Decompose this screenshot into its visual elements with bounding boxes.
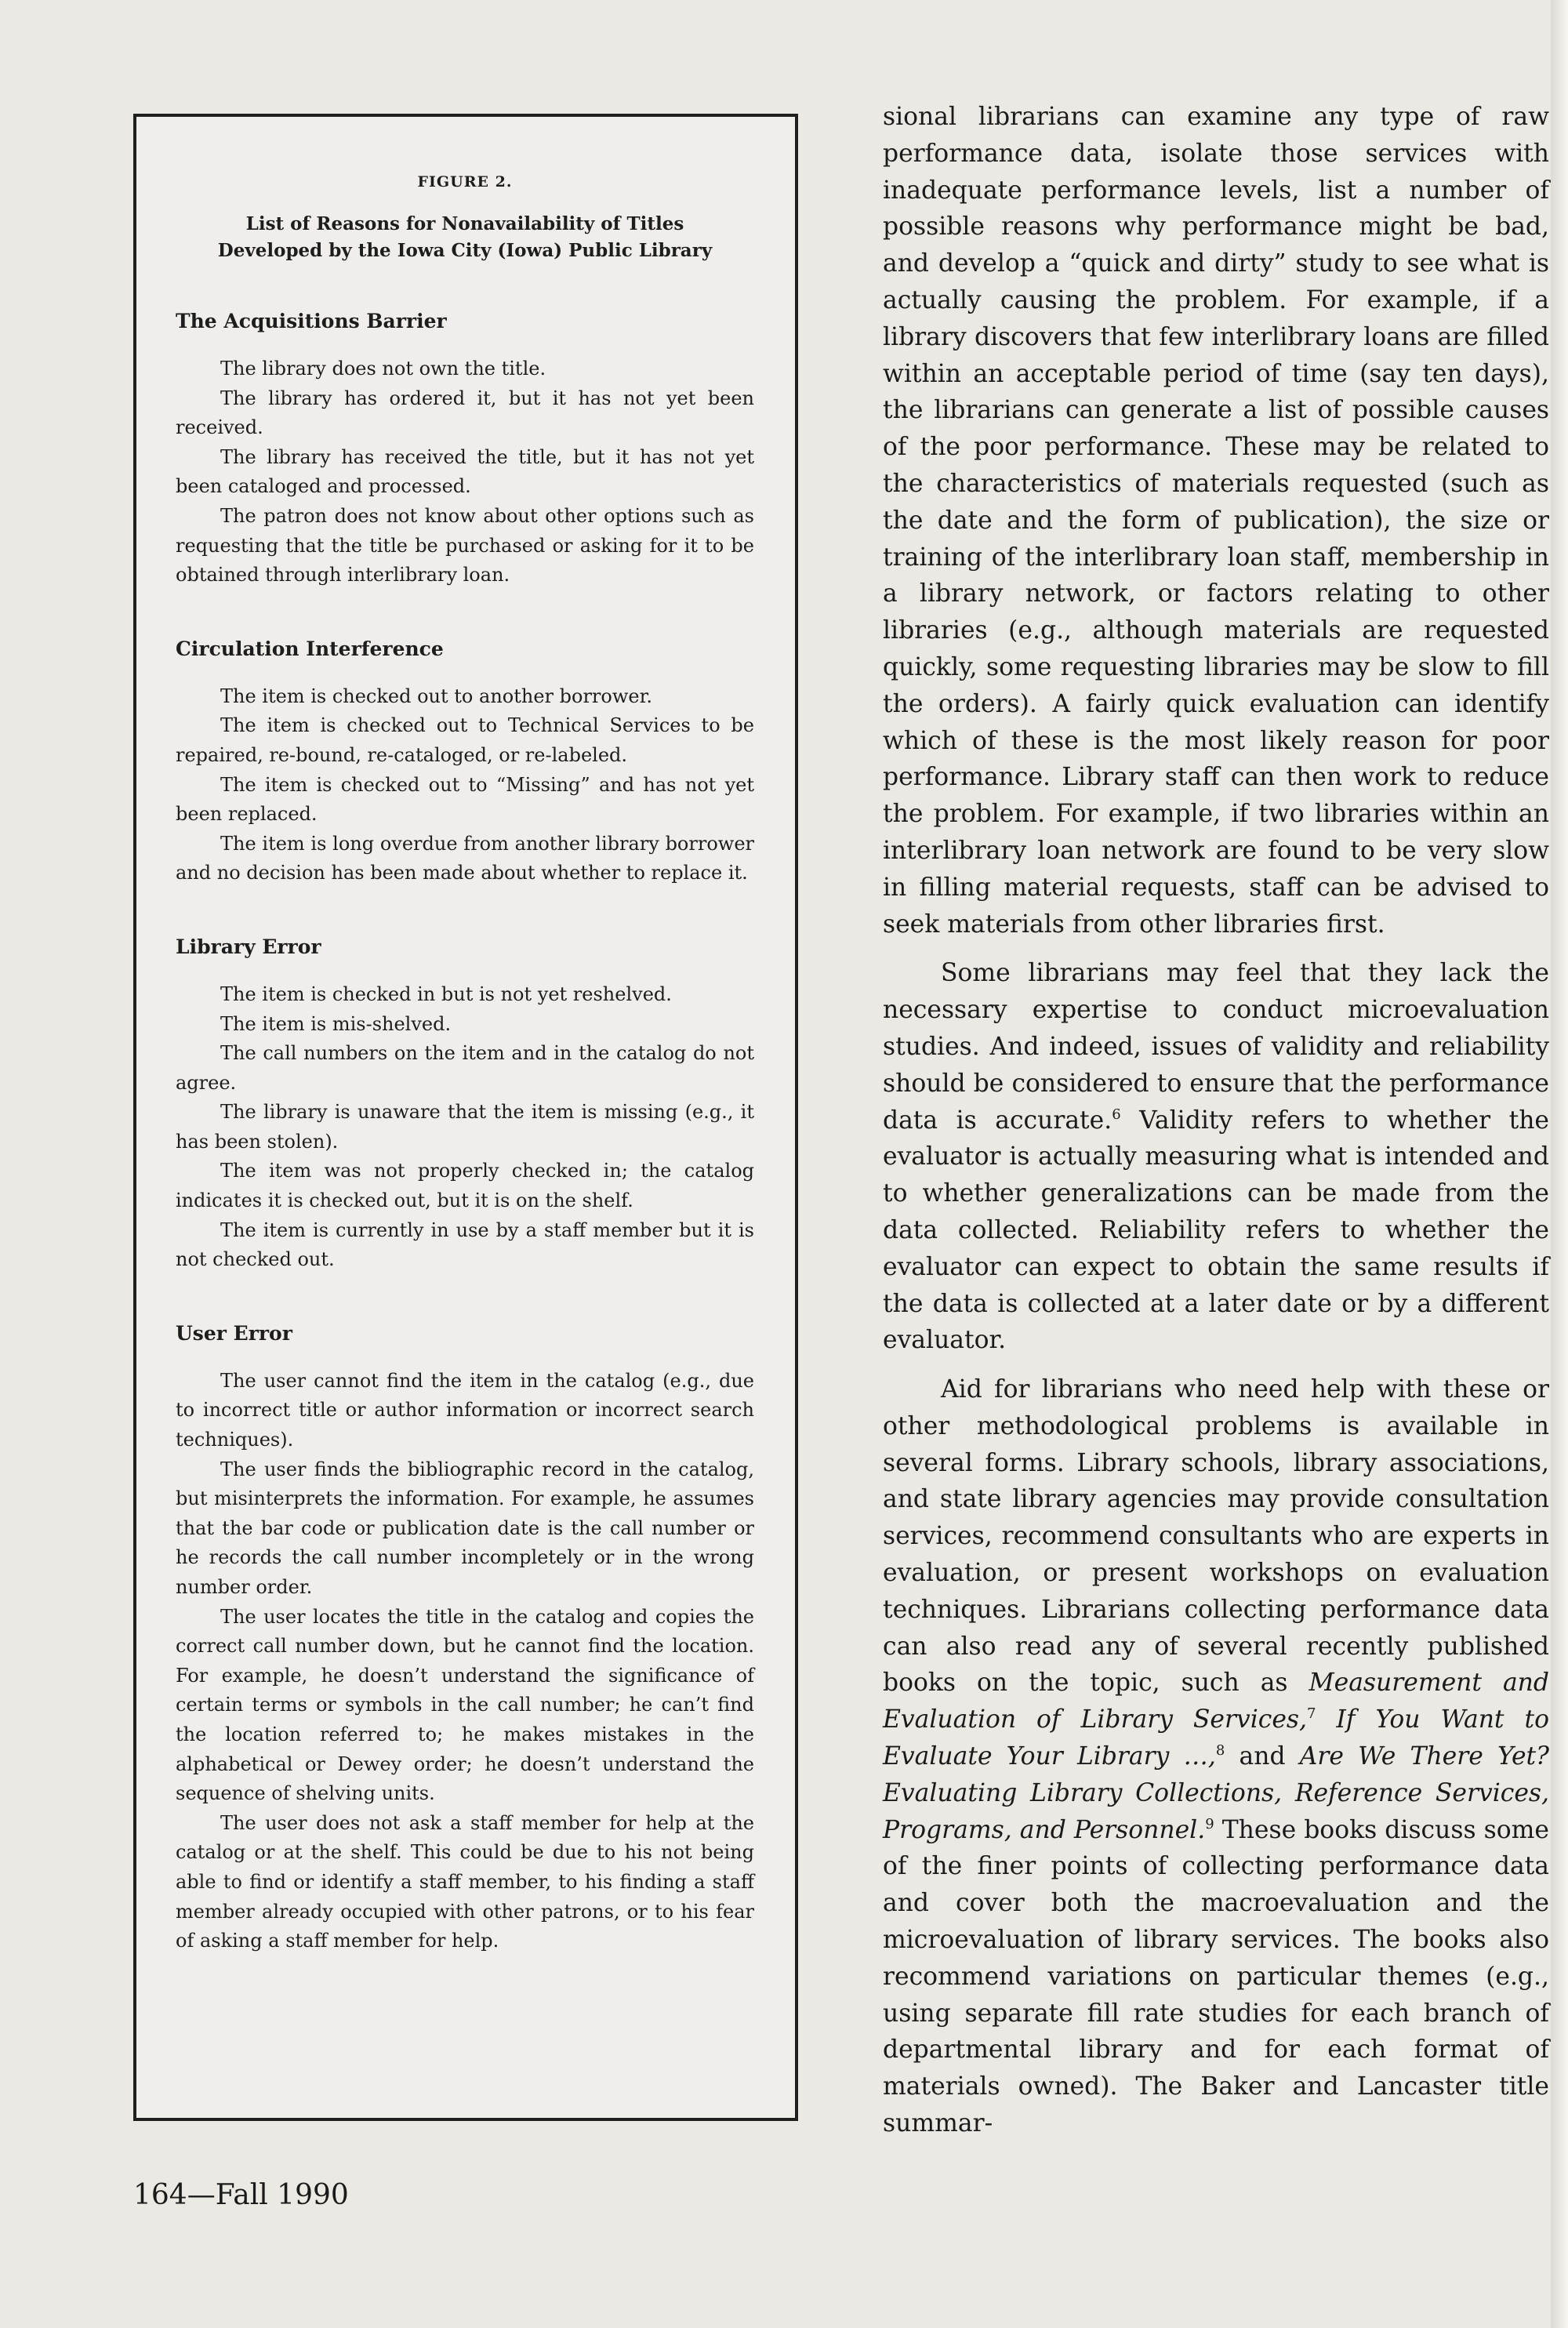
body-paragraph-1: sional librarians can examine any type of raw performance data, isolate those services with inadequate performance levels, list a number of possible reasons why performance might be bad, and develop a “quick and dirty” study to see what is actually causing the problem. For example, if a library discovers that few interlibrary loans are filled within an acceptable period of time (say ten days), the librarians can generate a list of possible causes of the poor performance. These may be related to the characteristics of materials requested (such as the date and the form of publication), the size or training of the interlibrary loan staff, membership in a library network, or factors relating to other libraries (e.g., although materials are requested quickly, some requesting libraries may be slow to fill the orders). A fairly quick evaluation can identify which of these is the most likely reason for poor performance. Library staff can then work to reduce the problem. For example, if two libraries within an interlibrary loan network are found to be very slow in filling material requests, staff can be advised to seek materials from other libraries first. bbox=[883, 103, 1549, 939]
list-item: The library does not own the title. bbox=[220, 358, 546, 380]
section-circulation-interference bbox=[176, 637, 754, 888]
list-item: The user does not ask a staff member for help at the catalog or at the shelf. This could be due to his not being able to find or identify a staff member, to his finding a staff member already occupied with other patrons, or to his fear of asking a staff member for help. bbox=[176, 1811, 754, 1952]
page-edge bbox=[1551, 0, 1568, 2328]
list-item: The user locates the title in the catalog and copies the correct call number down, but he cannot find the location. For example, he doesn’t understand the significance of certain terms or symbols in the call number; he can’t find the location referred to; he makes mistakes in the alphabetical or Dewey order; he doesn’t understand the sequence of shelving units. bbox=[176, 1605, 754, 1805]
footnote-ref-7: 7 bbox=[1307, 1705, 1316, 1723]
section-heading: The Acquisitions Barrier bbox=[176, 310, 447, 332]
list-item: The item is checked out to “Missing” and has not yet been replaced. bbox=[176, 773, 754, 826]
figure-title-line-1: List of Reasons for Nonavailability of Titles bbox=[245, 213, 684, 234]
list-item: The item is long overdue from another library borrower and no decision has been made about whether to replace it. bbox=[176, 832, 754, 884]
figure-label: FIGURE 2. bbox=[417, 173, 513, 191]
body-column bbox=[883, 99, 1549, 2142]
figure-box bbox=[133, 114, 798, 2121]
list-item: The item is checked out to another borrower. bbox=[220, 685, 653, 707]
paragraph-text: Aid for librarians who need help with these or other methodological problems is available in several forms. Library schools, library associations, and state library agencies may provide consultation services, recommend consultants who are experts in evaluation, or present workshops on evaluation techniques. Librarians collecting performance data can also read any of several recently published books on the topic, such as bbox=[883, 1375, 1549, 1698]
list-item: The item is currently in use by a staff member but it is not checked out. bbox=[176, 1218, 754, 1271]
list-item: The item is checked in but is not yet reshelved. bbox=[220, 982, 672, 1005]
list-item: The library is unaware that the item is missing (e.g., it has been stolen). bbox=[176, 1101, 754, 1153]
section-heading: Circulation Interference bbox=[176, 637, 444, 660]
body-paragraph-2 bbox=[883, 955, 1549, 1359]
figure-title bbox=[176, 211, 754, 264]
paragraph-text: These books discuss some of the finer points of collecting performance data and cover both the macroevaluation and the microevaluation of library services. The books also recommend variations on particular themes (e.g., using separate fill rate studies for each branch of departmental library and for each format of materials owned). The Baker and Lancaster title summar- bbox=[883, 1815, 1549, 2138]
list-item: The user finds the bibliographic record in the catalog, but misinterprets the information. For example, he assumes that the bar code or publication date is the call number or he records the call number incompletely or in the wrong number order. bbox=[176, 1458, 754, 1598]
book-title-1: Measurement and Evaluation of Library Services, bbox=[883, 1669, 1549, 1734]
section-heading: Library Error bbox=[176, 935, 321, 958]
book-title-2: If You Want to Evaluate Your Library …, bbox=[883, 1705, 1549, 1771]
footnote-ref-6: 6 bbox=[1112, 1106, 1121, 1123]
section-heading: User Error bbox=[176, 1321, 292, 1345]
paragraph-text: and bbox=[1225, 1742, 1300, 1771]
paragraph-text: Validity refers to whether the evaluator is actually measuring what is intended and to whether generalizations can be made from the data collected. Reliability refers to whether the evaluator can expect to obtain the same results if the data is collected at a later date or by a different evaluator. bbox=[883, 1106, 1549, 1355]
list-item: The item is checked out to Technical Services to be repaired, re-bound, re-cataloged, or re-labeled. bbox=[176, 714, 754, 766]
section-library-error bbox=[176, 935, 754, 1275]
footnote-ref-9: 9 bbox=[1205, 1815, 1214, 1832]
list-item: The patron does not know about other options such as requesting that the title be purchased or asking for it to be obtained through interlibrary loan. bbox=[176, 504, 754, 587]
page-folio: 164—Fall 1990 bbox=[133, 2179, 349, 2211]
footnote-ref-8: 8 bbox=[1215, 1742, 1225, 1760]
list-item: The library has received the title, but it has not yet been cataloged and processed. bbox=[176, 445, 754, 498]
figure-title-line-2: Developed by the Iowa City (Iowa) Public Library bbox=[217, 240, 713, 261]
book-title-3: Are We There Yet? Evaluating Library Collections, Reference Services, Programs, and Personnel. bbox=[883, 1742, 1549, 1844]
section-user-error bbox=[176, 1322, 754, 1956]
list-item: The item was not properly checked in; the catalog indicates it is checked out, but it is on the shelf. bbox=[176, 1160, 754, 1212]
list-item: The item is mis-shelved. bbox=[220, 1012, 452, 1035]
section-acquisitions-barrier bbox=[176, 310, 754, 590]
body-paragraph-3 bbox=[883, 1371, 1549, 2142]
list-item: The call numbers on the item and in the catalog do not agree. bbox=[176, 1042, 754, 1094]
list-item: The user cannot find the item in the catalog (e.g., due to incorrect title or author information or incorrect search techniques). bbox=[176, 1369, 754, 1451]
paragraph-text: Some librarians may feel that they lack the necessary expertise to conduct microevaluation studies. And indeed, issues of validity and reliability should be considered to ensure that the performance data is accurate. bbox=[883, 959, 1549, 1135]
list-item: The library has ordered it, but it has not yet been received. bbox=[176, 387, 754, 439]
